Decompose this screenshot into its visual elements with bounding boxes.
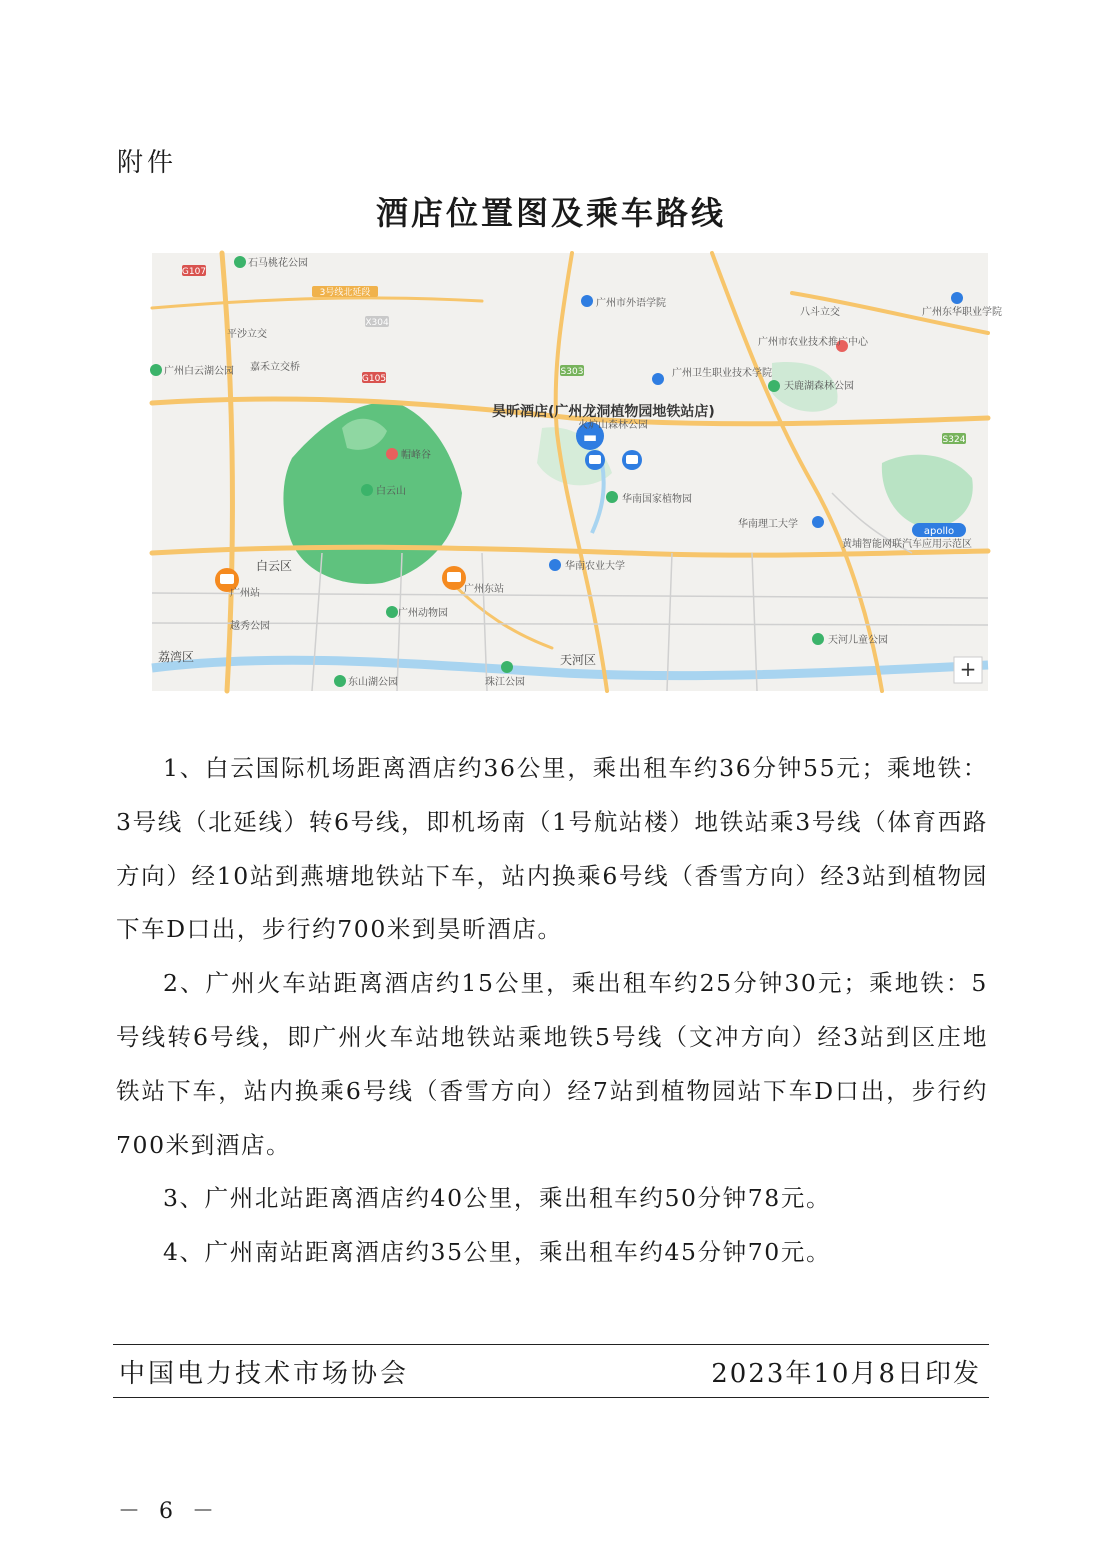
road-badge-2: G105 [361,374,387,384]
attachment-label: 附件 [117,148,178,178]
apollo-label: apollo [923,526,955,537]
place-label: 天河儿童公园 [828,635,888,646]
place-label: 火炉山森林公园 [578,420,648,431]
place-label: 天鹿湖森林公园 [784,381,854,392]
place-label: 平沙立交 [227,329,267,340]
place-label: 广州动物园 [398,608,448,619]
place-label: 石马桃花公园 [248,258,308,269]
road-badge-0: G107 [181,267,207,277]
zoom-in-button[interactable] [954,657,982,683]
road-badge-5: 3号线北延段 [319,288,371,298]
place-label: 珠江公园 [485,677,525,688]
footer-bar [113,1344,989,1398]
route-description [116,742,988,1280]
place-label: 黄埔智能网联汽车应用示范区 [842,539,972,550]
place-label: 华南农业大学 [565,561,625,572]
place-label: 荔湾区 [158,650,195,664]
place-label: 广州白云湖公园 [164,366,234,377]
place-label: 天河区 [560,653,597,667]
place-label: 东山湖公园 [348,677,398,688]
apollo-badge [912,523,966,537]
hotel-location-map[interactable] [152,253,1002,691]
place-label: 华南国家植物园 [622,494,692,505]
route-paragraph-airport: 1、白云国际机场距离酒店约36公里，乘出租车约36分钟55元；乘地铁：3号线（北延线）转6号线，即机场南（1号航站楼）地铁站乘3号线（体育西路方向）经10站到燕塘地铁站下车，站内换乘6号线（香雪方向）经3站到植物园下车D口出，步行约700米到昊昕酒店。 [116,754,988,944]
place-label: 广州市外语学院 [596,298,666,309]
road-badge-4: S324 [942,435,966,445]
road-badge-1: X304 [365,318,389,328]
place-label: 白云区 [256,559,293,573]
place-label: 帽峰谷 [401,450,431,461]
issue-date: 2023年10月8日印发 [711,1359,981,1389]
bed-icon: ▬ [582,428,598,446]
route-paragraph-railway: 2、广州火车站距离酒店约15公里，乘出租车约25分钟30元；乘地铁：5号线转6号线，即广州火车站地铁站乘地铁5号线（文冲方向）经3站到区庄地铁站下车，站内换乘6号线（香雪方向）经7站到植物园站下车D口出，步行约700米到酒店。 [116,969,988,1159]
road-badge-3: S303 [560,367,584,377]
place-label: 广州卫生职业技术学院 [672,368,772,379]
plus-icon: + [959,657,977,681]
place-label: 华南理工大学 [738,519,798,530]
page-number: － 6 － [118,1499,220,1524]
place-label: 越秀公园 [230,621,270,632]
page-title: 酒店位置图及乘车路线 [375,194,726,232]
route-paragraph-north-station: 3、广州北站距离酒店约40公里，乘出租车约50分钟78元。 [163,1184,832,1213]
place-label: 八斗立交 [800,307,840,318]
issuing-organization: 中国电力技术市场协会 [119,1359,410,1389]
place-label: 白云山 [376,486,406,497]
place-label: 广州东站 [464,584,504,595]
place-label: 广州站 [230,588,260,599]
place-label: 广州市农业技术推广中心 [758,337,868,348]
route-paragraph-south-station: 4、广州南站距离酒店约35公里，乘出租车约45分钟70元。 [163,1238,832,1267]
hotel-label: 昊昕酒店(广州龙洞植物园地铁站店) [492,404,715,420]
place-label: 广州东华职业学院 [922,307,1002,318]
place-label: 嘉禾立交桥 [250,362,300,373]
